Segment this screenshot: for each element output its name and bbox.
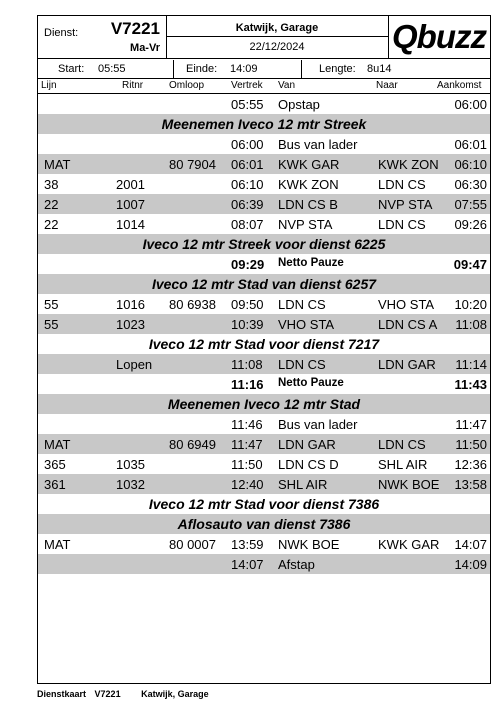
dienst-label: Dienst:: [44, 27, 79, 39]
section-heading: Iveco 12 mtr Stad voor dienst 7386: [148, 496, 380, 512]
cell-vertrek: 05:55: [231, 97, 264, 112]
cell-naar: LDN CS A: [378, 317, 438, 332]
footer-dienst: V7221: [94, 689, 121, 699]
footer-title: Dienstkaart: [37, 689, 87, 699]
col-aankomst: Aankomst: [437, 80, 482, 91]
dienst-days: Ma-Vr: [130, 42, 160, 54]
cell-aankomst: 09:47: [453, 257, 487, 272]
cell-van: LDN CS B: [278, 197, 338, 212]
times-bar: [38, 60, 490, 79]
cell-van: Afstap: [278, 557, 315, 572]
dienst-cell: [38, 16, 167, 59]
cell-naar: LDN CS: [378, 437, 426, 452]
cell-aankomst: 06:00: [454, 97, 487, 112]
start-time: 05:55: [98, 63, 126, 75]
cell-ritnr: Lopen: [116, 357, 153, 372]
section-heading: Iveco 12 mtr Stad voor dienst 7217: [148, 336, 380, 352]
cell-naar: VHO STA: [378, 297, 435, 312]
cell-omloop: 80 6938: [169, 297, 216, 312]
trip-row: [38, 434, 490, 454]
einde-label: Einde:: [186, 63, 218, 75]
cell-van: VHO STA: [278, 317, 335, 332]
cell-van: KWK ZON: [278, 177, 339, 192]
cell-naar: KWK GAR: [378, 537, 440, 552]
section-heading: Meenemen Iveco 12 mtr Stad: [38, 394, 490, 414]
lengte-value: 8u14: [367, 63, 392, 75]
cell-lijn: 38: [44, 177, 59, 192]
section-heading: Meenemen Iveco 12 mtr Streek: [38, 114, 490, 134]
cell-vertrek: 11:16: [231, 377, 264, 392]
cell-aankomst: 07:55: [454, 197, 487, 212]
cell-vertrek: 11:46: [231, 417, 263, 432]
cell-van: KWK GAR: [278, 157, 340, 172]
cell-aankomst: 11:43: [454, 377, 487, 392]
location: Katwijk, Garage: [235, 22, 319, 34]
cell-ritnr: 1007: [116, 197, 145, 212]
cell-aankomst: 10:20: [454, 297, 487, 312]
trip-row: [38, 294, 490, 314]
cell-omloop: 80 6949: [169, 437, 216, 452]
cell-aankomst: 14:09: [454, 557, 487, 572]
trip-row: [38, 454, 490, 474]
cell-vertrek: 13:59: [231, 537, 264, 552]
trip-row: [38, 534, 490, 554]
column-headers: [38, 79, 490, 94]
cell-aankomst: 11:08: [455, 317, 487, 332]
col-van: Van: [278, 80, 296, 91]
cell-aankomst: 14:07: [454, 537, 487, 552]
footer: [37, 689, 227, 699]
cell-van: Opstap: [278, 97, 320, 112]
cell-ritnr: 1014: [116, 217, 145, 232]
pause-row: [38, 254, 490, 274]
cell-aankomst: 11:50: [455, 437, 487, 452]
cell-ritnr: 1035: [116, 457, 145, 472]
divider: [173, 60, 174, 78]
cell-vertrek: 11:47: [231, 437, 263, 452]
cell-naar: LDN CS: [378, 177, 426, 192]
cell-naar: NVP STA: [378, 197, 433, 212]
cell-vertrek: 06:10: [231, 177, 264, 192]
start-label: Start:: [58, 63, 85, 75]
cell-omloop: 80 0007: [169, 537, 216, 552]
cell-lijn: MAT: [44, 437, 71, 452]
cell-van: LDN CS: [278, 357, 326, 372]
trip-row: [38, 214, 490, 234]
cell-van: LDN CS D: [278, 457, 339, 472]
location-cell: [166, 16, 389, 59]
cell-van: LDN CS: [278, 297, 326, 312]
cell-aankomst: 11:47: [455, 417, 487, 432]
cell-van: NWK BOE: [278, 537, 340, 552]
trip-row: [38, 194, 490, 214]
trip-row: [38, 154, 490, 174]
cell-aankomst: 13:58: [454, 477, 487, 492]
trip-row: [38, 314, 490, 334]
cell-vertrek: 09:50: [231, 297, 264, 312]
lengte-label: Lengte:: [319, 63, 356, 75]
cell-van: NVP STA: [278, 217, 333, 232]
cell-lijn: MAT: [44, 157, 71, 172]
cell-ritnr: 1032: [116, 477, 145, 492]
cell-lijn: 365: [44, 457, 66, 472]
einde-time: 14:09: [230, 63, 258, 75]
cell-van: Bus van lader: [278, 417, 358, 432]
col-naar: Naar: [376, 80, 398, 91]
section-heading: Aflosauto van dienst 7386: [38, 514, 490, 534]
divider: [166, 36, 388, 37]
trip-row: [38, 414, 490, 434]
date: 22/12/2024: [249, 41, 305, 53]
dienst-number: V7221: [110, 19, 160, 38]
cell-aankomst: 06:10: [454, 157, 487, 172]
cell-ritnr: 1016: [116, 297, 145, 312]
cell-naar: SHL AIR: [378, 457, 428, 472]
cell-lijn: 55: [44, 317, 59, 332]
cell-van: Bus van lader: [278, 137, 358, 152]
cell-aankomst: 06:01: [454, 137, 487, 152]
col-vertrek: Vertrek: [231, 80, 263, 91]
trip-row: [38, 134, 490, 154]
cell-lijn: 55: [44, 297, 59, 312]
cell-naar: LDN CS: [378, 217, 426, 232]
col-ritnr: Ritnr: [122, 80, 144, 91]
cell-naar: KWK ZON: [378, 157, 439, 172]
cell-vertrek: 11:50: [231, 457, 263, 472]
trip-row: [38, 354, 490, 374]
trip-row: [38, 94, 490, 114]
cell-ritnr: 2001: [116, 177, 145, 192]
cell-vertrek: 06:00: [231, 137, 264, 152]
footer-location: Katwijk, Garage: [141, 689, 209, 699]
cell-vertrek: 12:40: [231, 477, 264, 492]
cell-van: SHL AIR: [278, 477, 328, 492]
cell-vertrek: 11:08: [231, 357, 263, 372]
section-heading: Iveco 12 mtr Stad van dienst 6257: [38, 274, 490, 294]
schedule-rows: [38, 94, 490, 574]
cell-van: LDN GAR: [278, 437, 336, 452]
cell-van: Netto Pauze: [278, 377, 344, 389]
cell-lijn: 22: [44, 217, 59, 232]
cell-lijn: MAT: [44, 537, 71, 552]
qbuzz-logo: Qbuzz: [392, 18, 486, 55]
trip-row: [38, 174, 490, 194]
trip-row: [38, 474, 490, 494]
cell-van: Netto Pauze: [278, 257, 344, 269]
cell-vertrek: 10:39: [231, 317, 264, 332]
cell-vertrek: 14:07: [231, 557, 264, 572]
divider: [301, 60, 302, 78]
cell-naar: NWK BOE: [378, 477, 440, 492]
cell-aankomst: 11:14: [455, 357, 487, 372]
cell-vertrek: 06:01: [231, 157, 264, 172]
cell-aankomst: 06:30: [454, 177, 487, 192]
cell-naar: LDN GAR: [378, 357, 436, 372]
cell-ritnr: 1023: [116, 317, 145, 332]
pause-row: [38, 374, 490, 394]
cell-aankomst: 09:26: [454, 217, 487, 232]
cell-lijn: 22: [44, 197, 59, 212]
cell-vertrek: 08:07: [231, 217, 264, 232]
logo-cell: [388, 16, 490, 59]
trip-row: [38, 554, 490, 574]
cell-aankomst: 12:36: [454, 457, 487, 472]
col-lijn: Lijn: [41, 80, 57, 91]
cell-lijn: 361: [44, 477, 66, 492]
cell-vertrek: 09:29: [231, 257, 265, 272]
section-heading: Iveco 12 mtr Streek voor dienst 6225: [38, 234, 490, 254]
cell-vertrek: 06:39: [231, 197, 264, 212]
col-omloop: Omloop: [169, 80, 205, 91]
dienstkaart: [37, 15, 491, 684]
cell-omloop: 80 7904: [169, 157, 216, 172]
header: [38, 16, 490, 60]
